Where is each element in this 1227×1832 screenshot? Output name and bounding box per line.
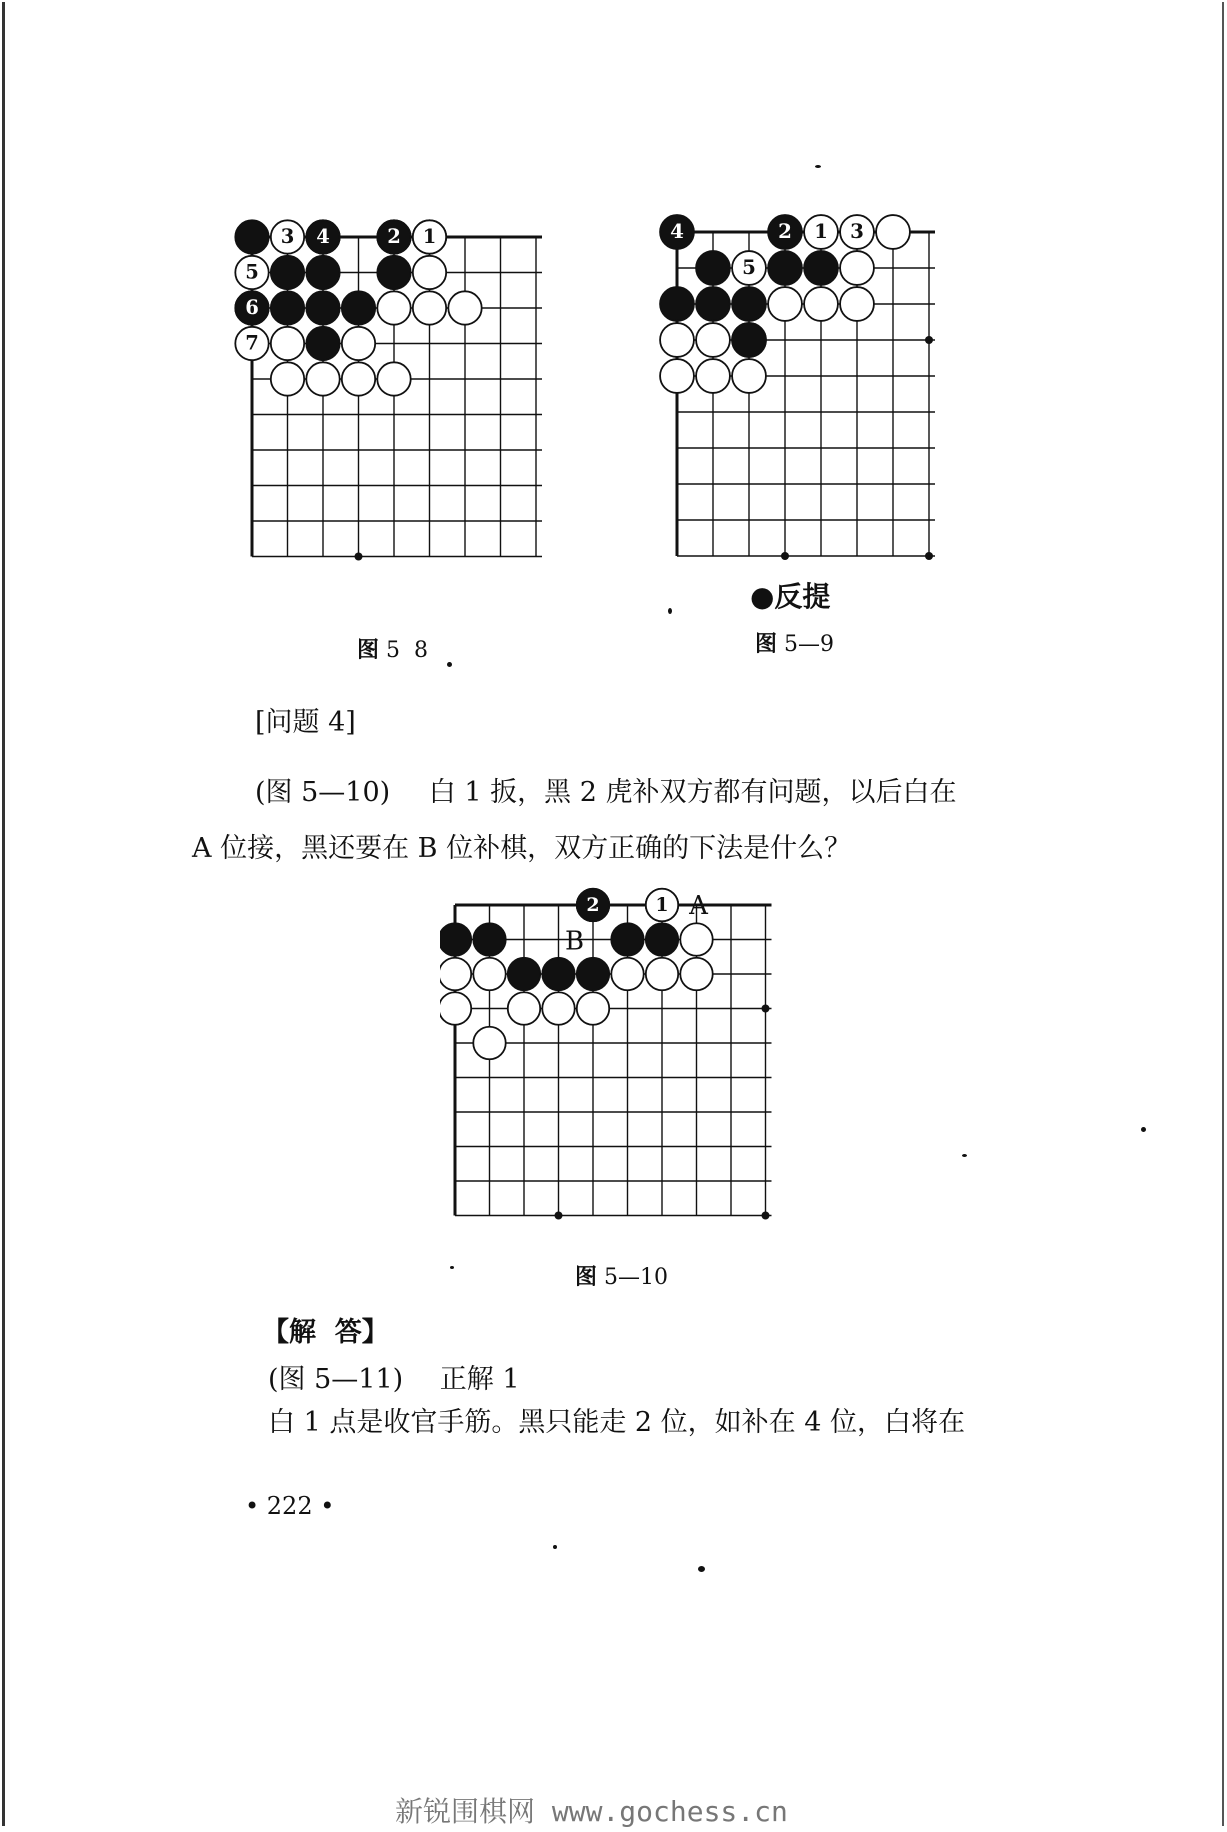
caption-number: 5—10 bbox=[604, 1265, 669, 1290]
white-stone bbox=[440, 958, 471, 990]
caption-number: 5—9 bbox=[784, 632, 835, 657]
black-stone bbox=[660, 287, 694, 321]
white-stone bbox=[271, 220, 304, 253]
white-stone bbox=[646, 889, 678, 921]
black-stone bbox=[804, 251, 838, 285]
move-number: 4 bbox=[316, 225, 330, 249]
black-stone bbox=[473, 923, 505, 955]
white-stone bbox=[306, 362, 339, 395]
caption-number: 5 8 bbox=[386, 638, 428, 663]
point-label-b: B bbox=[564, 926, 585, 957]
diagram-fig-5-8 bbox=[232, 212, 592, 582]
move-number: 7 bbox=[245, 331, 259, 355]
black-stone bbox=[646, 923, 678, 955]
watermark: 新锐围棋网 www.gochess.cn bbox=[395, 1795, 788, 1828]
black-stone bbox=[377, 256, 410, 289]
white-stone bbox=[473, 1027, 505, 1059]
white-stone bbox=[696, 359, 730, 393]
white-stone bbox=[680, 958, 712, 990]
white-stone bbox=[542, 992, 574, 1024]
white-stone bbox=[342, 362, 375, 395]
white-stone bbox=[413, 291, 446, 324]
black-stone bbox=[696, 251, 730, 285]
star-point bbox=[762, 1005, 770, 1013]
go-board-fig-5-9 bbox=[632, 210, 992, 580]
white-stone bbox=[804, 215, 838, 249]
move-number: 1 bbox=[655, 893, 669, 916]
move-number: 6 bbox=[245, 296, 259, 320]
white-stone bbox=[840, 215, 874, 249]
scan-speck bbox=[962, 1154, 967, 1157]
white-stone bbox=[804, 287, 838, 321]
answer-ref-text: 正解 1 bbox=[439, 1364, 520, 1395]
black-stone bbox=[577, 889, 609, 921]
grid-lines bbox=[455, 905, 772, 1216]
diagram-fig-5-10 bbox=[440, 880, 820, 1250]
scan-speck bbox=[815, 165, 821, 168]
move-number: 2 bbox=[586, 893, 600, 916]
white-stone bbox=[413, 256, 446, 289]
scan-speck bbox=[698, 1566, 705, 1572]
move-number: 1 bbox=[814, 219, 828, 244]
scan-speck bbox=[450, 1266, 454, 1269]
white-stone bbox=[473, 958, 505, 990]
problem-figure-ref: (图 5—10) bbox=[255, 777, 391, 808]
white-stone bbox=[660, 323, 694, 357]
move-number: 2 bbox=[778, 219, 792, 244]
caption-fig-5-9 bbox=[755, 627, 834, 658]
star-point bbox=[925, 336, 933, 344]
white-stone bbox=[235, 256, 268, 289]
point-label-a: A bbox=[689, 891, 708, 921]
white-stone bbox=[768, 287, 802, 321]
black-stone bbox=[377, 220, 410, 253]
black-stone bbox=[732, 287, 766, 321]
caption-prefix: 图 bbox=[575, 1264, 598, 1290]
star-point bbox=[781, 552, 789, 560]
black-stone bbox=[306, 327, 339, 360]
black-stone bbox=[342, 291, 375, 324]
move-number: 1 bbox=[422, 225, 437, 249]
black-stone bbox=[440, 923, 471, 955]
white-stone bbox=[577, 992, 609, 1024]
white-stone bbox=[840, 287, 874, 321]
black-stone bbox=[542, 958, 574, 990]
white-stone bbox=[448, 291, 481, 324]
white-stone bbox=[840, 251, 874, 285]
black-stone bbox=[768, 251, 802, 285]
black-stone bbox=[235, 220, 268, 253]
answer-figure-line bbox=[268, 1357, 520, 1396]
black-stone bbox=[660, 215, 694, 249]
white-stone bbox=[680, 923, 712, 955]
white-stone bbox=[876, 215, 910, 249]
black-stone bbox=[611, 923, 643, 955]
scan-speck bbox=[553, 1545, 557, 1549]
black-stone bbox=[768, 215, 802, 249]
answer-figure-ref: (图 5—11) bbox=[268, 1364, 404, 1395]
white-stone bbox=[732, 359, 766, 393]
white-stone bbox=[646, 958, 678, 990]
black-stone bbox=[271, 256, 304, 289]
problem-line-2: A 位接，黑还要在 B 位补棋，双方正确的下法是什么？ bbox=[192, 833, 852, 864]
white-stone bbox=[660, 359, 694, 393]
star-point bbox=[555, 1212, 563, 1220]
diagram-fig-5-9 bbox=[632, 210, 992, 580]
problem-heading: [问题 4] bbox=[255, 707, 356, 738]
white-stone bbox=[413, 220, 446, 253]
black-stone bbox=[306, 256, 339, 289]
scan-speck bbox=[668, 608, 672, 614]
black-stone bbox=[577, 958, 609, 990]
move-number: 3 bbox=[850, 219, 864, 244]
white-stone bbox=[271, 362, 304, 395]
scan-speck bbox=[447, 662, 452, 667]
move-number: 3 bbox=[280, 225, 295, 249]
black-stone bbox=[271, 291, 304, 324]
move-number: 5 bbox=[742, 255, 756, 280]
problem-text-1: 白 1 扳，黑 2 虎补双方都有问题，以后白在 bbox=[428, 777, 957, 808]
black-stone bbox=[508, 958, 540, 990]
problem-line-1 bbox=[255, 770, 956, 809]
white-stone bbox=[696, 323, 730, 357]
caption-prefix: 图 bbox=[357, 637, 380, 663]
black-stone bbox=[732, 323, 766, 357]
answer-line: 白 1 点是收官手筋。黑只能走 2 位，如补在 4 位，白将在 bbox=[268, 1407, 966, 1438]
star-point bbox=[925, 552, 933, 560]
scan-speck bbox=[1141, 1127, 1146, 1132]
go-board-fig-5-10 bbox=[440, 880, 820, 1250]
white-stone bbox=[342, 327, 375, 360]
white-stone bbox=[732, 251, 766, 285]
black-stone bbox=[235, 291, 268, 324]
move-number: 2 bbox=[387, 225, 401, 249]
white-stone bbox=[611, 958, 643, 990]
white-stone bbox=[508, 992, 540, 1024]
white-stone bbox=[440, 992, 471, 1024]
white-stone bbox=[271, 327, 304, 360]
caption-prefix: 图 bbox=[755, 631, 778, 657]
white-stone bbox=[377, 291, 410, 324]
move-number: 4 bbox=[670, 219, 684, 244]
star-point bbox=[355, 553, 363, 561]
answer-heading: 【解 答】 bbox=[262, 1317, 389, 1348]
capture-note: ●反提 bbox=[750, 580, 831, 613]
page-number: • 222 • bbox=[245, 1492, 335, 1520]
black-stone bbox=[696, 287, 730, 321]
caption-fig-5-10 bbox=[575, 1260, 668, 1291]
white-stone bbox=[235, 327, 268, 360]
go-board-fig-5-8 bbox=[232, 212, 592, 582]
caption-fig-5-8 bbox=[357, 633, 428, 664]
black-stone bbox=[306, 291, 339, 324]
move-number: 5 bbox=[245, 260, 259, 284]
black-stone bbox=[306, 220, 339, 253]
star-point bbox=[762, 1212, 770, 1220]
white-stone bbox=[377, 362, 410, 395]
